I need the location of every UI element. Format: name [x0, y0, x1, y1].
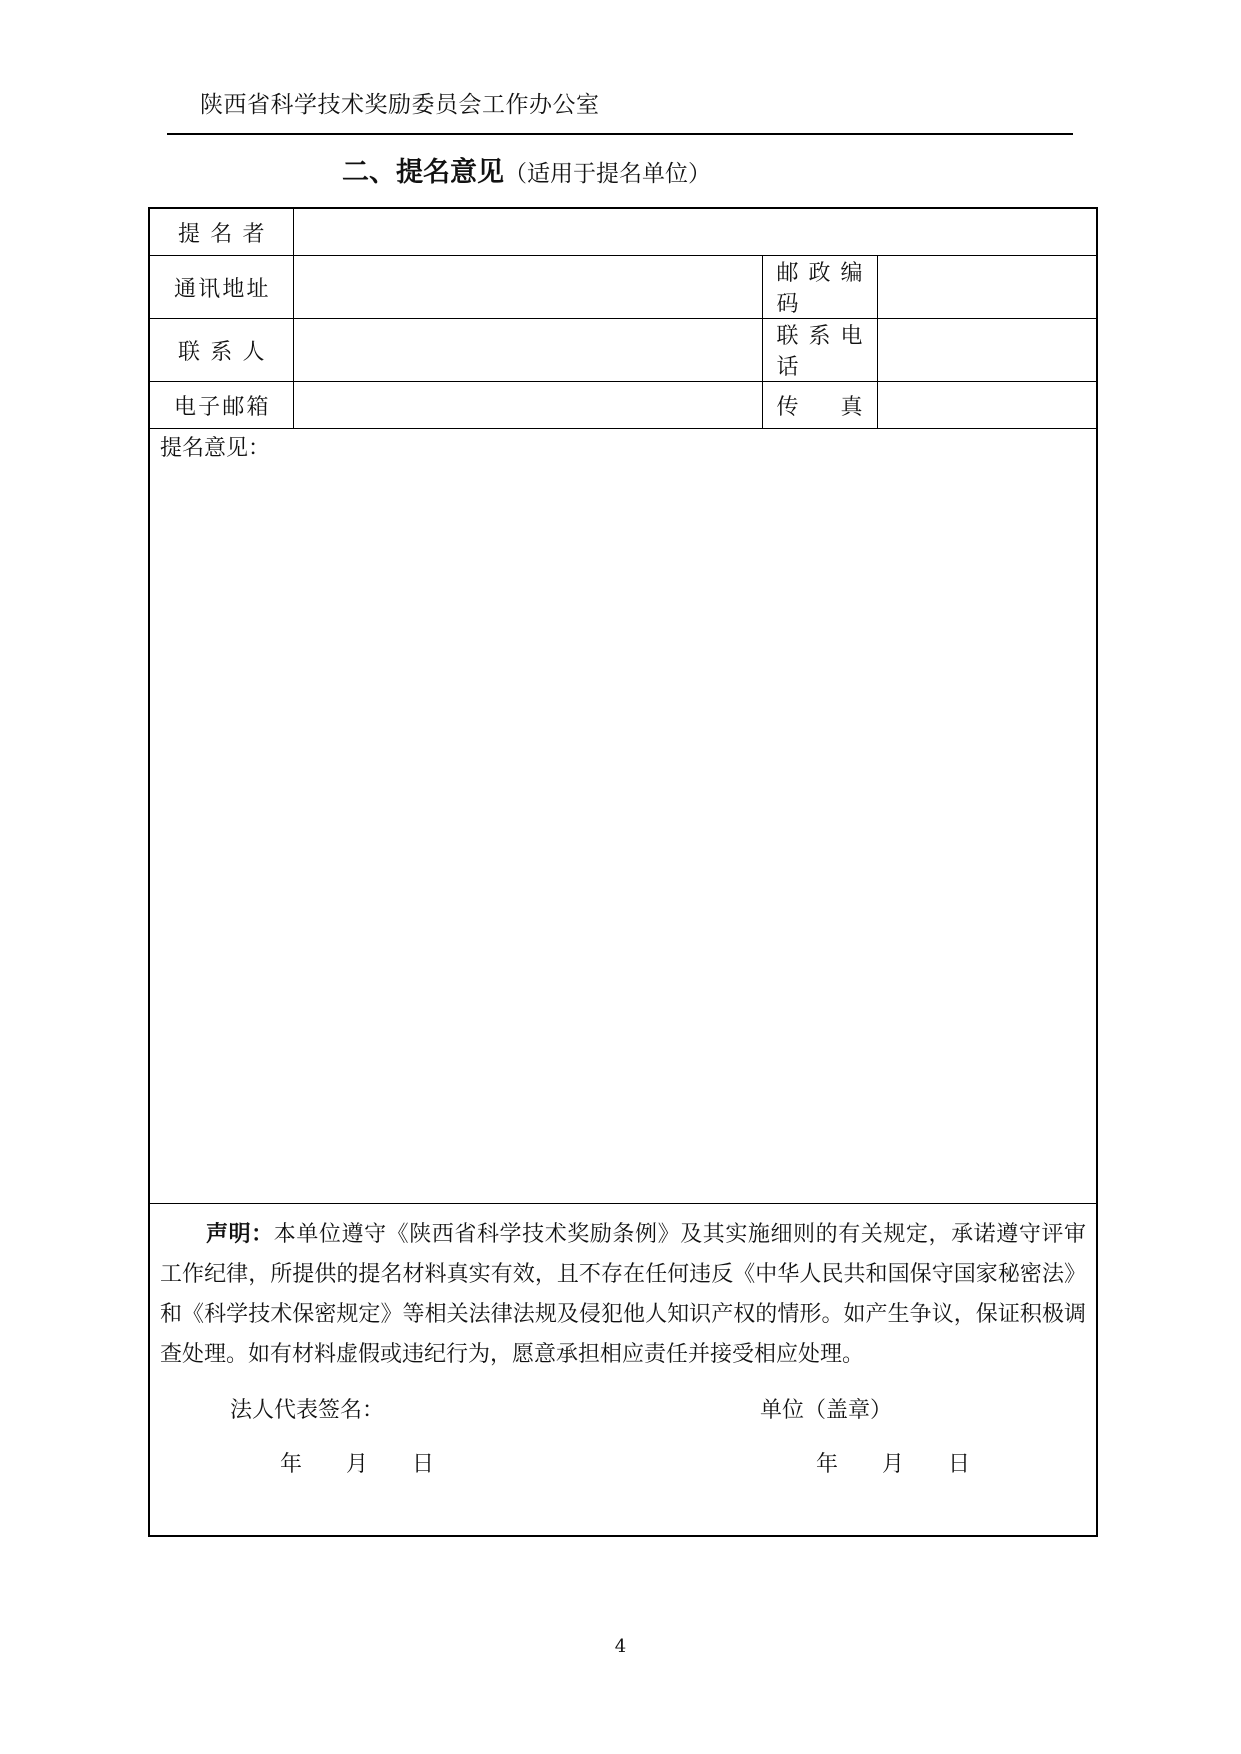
page-number: 4 — [614, 1636, 627, 1657]
section-title-subtitle: （适用于提名单位） — [504, 161, 711, 187]
date-right-month: 月 — [882, 1452, 905, 1477]
fax-field[interactable] — [877, 382, 1097, 429]
phone-field[interactable] — [877, 319, 1097, 382]
unit-seal-label: 单位（盖章） — [760, 1398, 893, 1423]
declaration-lead: 声明： — [206, 1221, 274, 1247]
nominator-field[interactable] — [293, 208, 1097, 256]
postcode-field[interactable] — [877, 256, 1097, 319]
postcode-label: 邮政编码 — [762, 256, 877, 319]
nomination-form-table — [148, 207, 1098, 1537]
form-row-opinion — [149, 429, 1097, 1204]
form-row-address — [149, 256, 1097, 319]
declaration-cell — [149, 1204, 1097, 1537]
contact-label: 联系人 — [149, 319, 293, 382]
section-title-main: 二、提名意见 — [342, 157, 504, 188]
email-field[interactable] — [293, 382, 762, 429]
email-label: 电子邮箱 — [149, 382, 293, 429]
header-divider — [167, 133, 1073, 135]
date-left-year: 年 — [280, 1452, 303, 1477]
address-label: 通讯地址 — [149, 256, 293, 319]
form-row-email — [149, 382, 1097, 429]
date-right — [816, 1447, 1014, 1478]
opinion-field[interactable] — [149, 429, 1097, 1204]
phone-label: 联系电话 — [762, 319, 877, 382]
opinion-label: 提名意见： — [160, 436, 271, 461]
legal-rep-signature-label: 法人代表签名： — [230, 1398, 385, 1423]
declaration-text — [160, 1214, 1086, 1375]
section-title — [342, 150, 711, 189]
form-row-declaration — [149, 1204, 1097, 1537]
contact-field[interactable] — [293, 319, 762, 382]
form-row-contact — [149, 319, 1097, 382]
date-right-day: 日 — [948, 1452, 971, 1477]
date-left-month: 月 — [346, 1452, 369, 1477]
nominator-label: 提名者 — [149, 208, 293, 256]
header-organization: 陕西省科学技术奖励委员会工作办公室 — [200, 92, 600, 118]
address-field[interactable] — [293, 256, 762, 319]
date-left-day: 日 — [412, 1452, 435, 1477]
signature-area — [160, 1375, 1086, 1535]
declaration-body: 本单位遵守《陕西省科学技术奖励条例》及其实施细则的有关规定，承诺遵守评审工作纪律，所提供的提名材料真实有效，且不存在任何违反《中华人民共和国保守国家秘密法》和《科学技术保密规定》等相关法律法规及侵犯他人知识产权的情形。如产生争议，保证积极调查处理。如有材料虚假或违纪行为，愿意承担相应责任并接受相应处理。 — [160, 1222, 1086, 1367]
date-right-year: 年 — [816, 1452, 839, 1477]
date-left — [280, 1447, 478, 1478]
fax-label: 传真 — [762, 382, 877, 429]
form-row-nominator — [149, 208, 1097, 256]
